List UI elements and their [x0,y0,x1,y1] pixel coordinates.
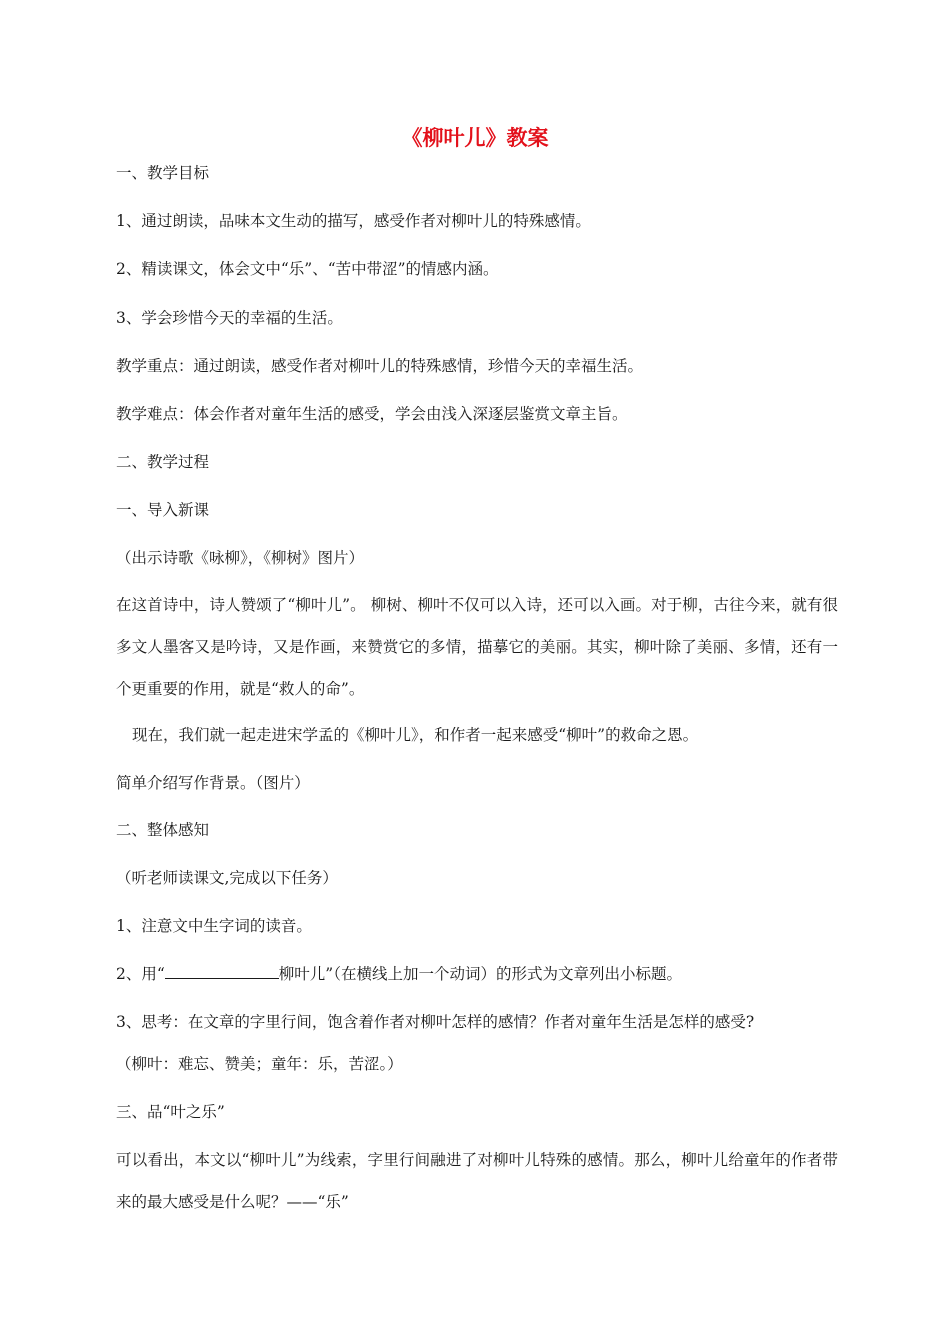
section-heading-process: 二、教学过程 [116,453,210,471]
section-heading-goals: 一、教学目标 [116,164,210,182]
key-point: 教学重点：通过朗读，感受作者对柳叶儿的特殊感情，珍惜今天的幸福生活。 [116,357,644,375]
difficulty: 教学难点：体会作者对童年生活的感受，学会由浅入深逐层鉴赏文章主旨。 [116,405,628,423]
task-2-prefix: 2、用“ [116,965,165,983]
overview-heading: 二、整体感知 [116,821,210,839]
intro-paragraph-2: 现在，我们就一起走进宋学孟的《柳叶儿》，和作者一起来感受“柳叶”的救命之恩。 [132,726,699,744]
goal-1: 1、通过朗读，品味本文生动的描写，感受作者对柳叶儿的特殊感情。 [116,212,591,230]
joy-heading: 三、品“叶之乐” [116,1103,225,1121]
background-note: 简单介绍写作背景。（图片） [116,774,310,792]
task-3-answer: （柳叶：难忘、赞美；童年：乐，苦涩。） [116,1055,403,1073]
intro-note: （出示诗歌《咏柳》，《柳树》图片） [116,549,365,567]
intro-heading: 一、导入新课 [116,501,210,519]
fill-in-blank [165,964,279,979]
intro-paragraph: 在这首诗中，诗人赞颂了“柳叶儿”。 柳树、柳叶不仅可以入诗，还可以入画。对于柳，古往今来，就有很多文人墨客又是吟诗，又是作画，来赞赏它的多情，描摹它的美丽。其实，柳叶除了美丽、多情，还有一个更重要的作用，就是“救人的命”。 [116,596,838,698]
task-1: 1、注意文中生字词的读音。 [116,917,312,935]
task-2-suffix: 柳叶儿”（在横线上加一个动词）的形式为文章列出小标题。 [278,965,682,983]
joy-paragraph: 可以看出，本文以“柳叶儿”为线索，字里行间融进了对柳叶儿特殊的感情。那么，柳叶儿给童年的作者带来的最大感受是什么呢？——“乐” [116,1151,838,1211]
goal-2: 2、精读课文，体会文中“乐”、“苦中带涩”的情感内涵。 [116,260,499,278]
task-3: 3、思考：在文章的字里行间，饱含着作者对柳叶怎样的感情？作者对童年生活是怎样的感受? [116,1013,755,1031]
page-title: 《柳叶儿》教案 [401,126,549,150]
goal-3: 3、学会珍惜今天的幸福的生活。 [116,309,343,327]
overview-note: （听老师读课文,完成以下任务） [116,869,338,887]
task-2 [116,962,836,986]
